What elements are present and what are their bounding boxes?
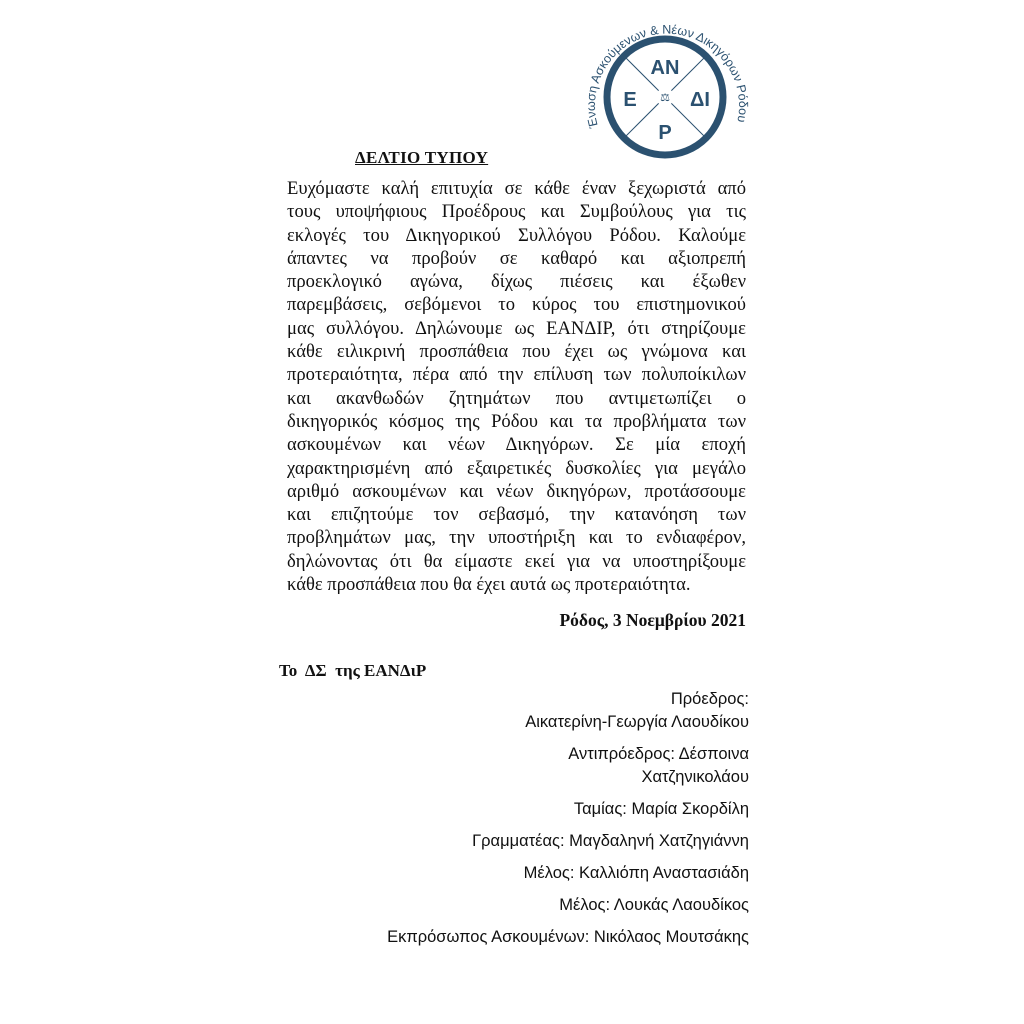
body-line: μας συλλόγου. Δηλώνουμε ως ΕΑΝΔΙΡ, ότι στηρίζουμε bbox=[287, 317, 746, 339]
signatory-line: Μέλος: Καλλιόπη Αναστασιάδη bbox=[523, 864, 749, 882]
body-line: κάθε ειλικρινή προσπάθεια που έχει ως γνώμονα και bbox=[287, 341, 746, 363]
date-line: Ρόδος, 3 Νοεμβρίου 2021 bbox=[559, 610, 746, 630]
logo-letters: Ρ bbox=[658, 122, 672, 144]
page-title: ΔΕΛΤΙΟ ΤΥΠΟΥ bbox=[355, 148, 489, 167]
body-line: ασκουμένων και νέων Δικηγόρων. Σε μία εποχή bbox=[287, 434, 746, 456]
body-line: αριθμό ασκουμένων και νέων δικηγόρων, προτάσσουμε bbox=[287, 480, 746, 502]
body-line: δικηγορικός κόσμος της Ρόδου και τα προβλήματα των bbox=[287, 410, 746, 432]
signatory-line: Χατζηνικολάου bbox=[641, 768, 749, 786]
body-line: Ευχόμαστε καλή επιτυχία σε κάθε έναν ξεχωριστά από bbox=[287, 178, 746, 199]
logo-letters: ΑΝ bbox=[650, 57, 680, 79]
signatory-line: Πρόεδρος: bbox=[670, 690, 749, 708]
body-line: δηλώνοντας ότι θα είμαστε εκεί για να υποστηρίξουμε bbox=[287, 550, 746, 572]
signatory bbox=[387, 862, 749, 885]
body-line: προεκλογικό αγώνα, δίχως πιέσεις και έξωθεν bbox=[287, 271, 746, 293]
body-line: προτεραιότητα, πέρα από την επίλυση των πολυποίκιλων bbox=[287, 364, 746, 386]
signatory bbox=[387, 894, 749, 917]
signatory bbox=[387, 926, 749, 949]
body-line: προβλημάτων μας, την υποστήριξη και το ενδιαφέρον, bbox=[287, 527, 746, 549]
board-heading: Το ΔΣ της ΕΑΝΔιΡ bbox=[279, 661, 427, 680]
signatory bbox=[387, 830, 749, 853]
body-line: και επιζητούμε τον σεβασμό, την κατανόηση των bbox=[287, 504, 746, 526]
press-release-body bbox=[287, 177, 746, 596]
logo-ring-text: Ένωση Ασκούμενων & Νέων Δικηγόρων Ρόδου bbox=[583, 22, 751, 130]
scales-icon: ⚖ bbox=[660, 92, 670, 104]
body-line: εκλογές του Δικηγορικού Συλλόγου Ρόδου. Καλούμε bbox=[287, 224, 746, 246]
signatories-list bbox=[387, 688, 749, 958]
signatory-line: Ταμίας: Μαρία Σκορδίλη bbox=[573, 800, 749, 818]
signatory bbox=[387, 688, 749, 734]
body-line: παρεμβάσεις, σεβόμενοι το κύρος του επιστημονικού bbox=[287, 294, 746, 316]
signatory-line: Αντιπρόεδρος: Δέσποινα bbox=[568, 745, 749, 763]
body-line: κάθε προσπάθεια που θα έχει αυτά ως προτεραιότητα. bbox=[287, 574, 691, 596]
signatory-line: Γραμματέας: Μαγδαληνή Χατζηγιάννη bbox=[472, 832, 749, 850]
body-line: χαρακτηρισμένη από εξαιρετικές δυσκολίες για μεγάλο bbox=[287, 457, 746, 479]
signatory-line: Μέλος: Λουκάς Λαουδίκος bbox=[559, 896, 749, 914]
signatory bbox=[387, 798, 749, 821]
signatory-line: Αικατερίνη-Γεωργία Λαουδίκου bbox=[525, 713, 749, 731]
signatory-line: Εκπρόσωπος Ασκουμένων: Νικόλαος Μουτσάκης bbox=[387, 928, 749, 946]
logo-letters: ΔΙ bbox=[690, 89, 710, 111]
body-line: τους υποψήφιους Προέδρους και Συμβούλους για τις bbox=[287, 201, 746, 223]
logo-letters: Ε bbox=[623, 89, 637, 111]
signatory bbox=[387, 743, 749, 789]
body-line: άπαντες να προβούν σε καθαρό και αξιοπρεπή bbox=[287, 247, 746, 269]
eandir-logo bbox=[574, 4, 756, 186]
body-line: και ακανθωδών ζητημάτων που αντιμετωπίζει ο bbox=[287, 387, 746, 409]
